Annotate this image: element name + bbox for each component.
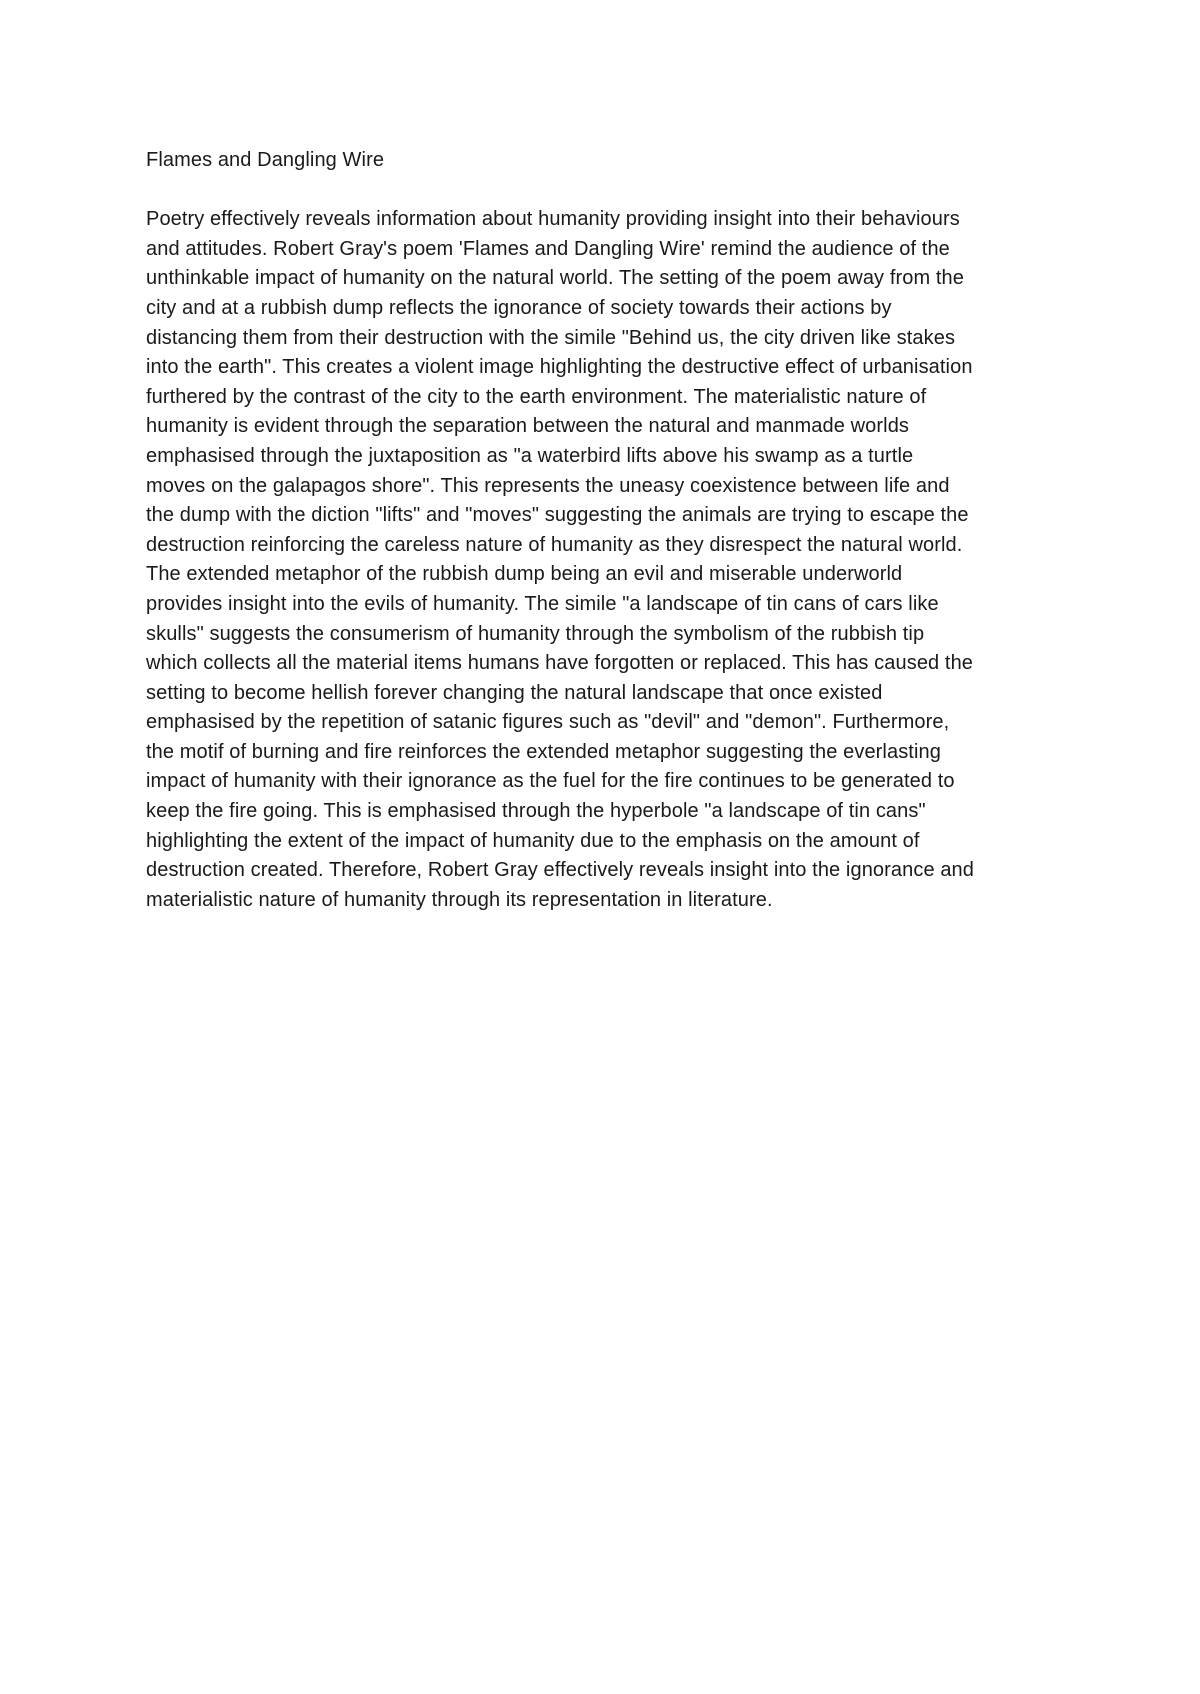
paragraph-line: city and at a rubbish dump reflects the ignorance of society towards their actions by — [146, 296, 892, 319]
paragraph-line: Poetry effectively reveals information about humanity providing insight into their behaviours — [146, 208, 960, 231]
paragraph-line: keep the fire going. This is emphasised through the hyperbole "a landscape of tin cans" — [146, 800, 926, 823]
paragraph-line: setting to become hellish forever changing the natural landscape that once existed — [146, 681, 883, 704]
paragraph-line: furthered by the contrast of the city to the earth environment. The materialistic nature of — [146, 385, 927, 408]
essay-paragraph — [146, 205, 1076, 915]
paragraph-line: destruction created. Therefore, Robert Gray effectively reveals insight into the ignorance and — [146, 859, 975, 882]
paragraph-line: skulls" suggests the consumerism of humanity through the symbolism of the rubbish tip — [146, 622, 925, 645]
paragraph-line: emphasised through the juxtaposition as "a waterbird lifts above his swamp as a turtle — [146, 444, 914, 467]
paragraph-line: into the earth". This creates a violent image highlighting the destructive effect of urbanisation — [146, 356, 973, 379]
paragraph-line: highlighting the extent of the impact of humanity due to the emphasis on the amount of — [146, 829, 920, 852]
document-content — [146, 146, 1076, 915]
paragraph-line: which collects all the material items humans have forgotten or replaced. This has caused the — [146, 652, 974, 675]
paragraph-line: moves on the galapagos shore". This represents the uneasy coexistence between life and — [146, 474, 950, 497]
paragraph-line: impact of humanity with their ignorance as the fuel for the fire continues to be generated to — [146, 770, 955, 793]
paragraph-line: unthinkable impact of humanity on the natural world. The setting of the poem away from the — [146, 267, 964, 290]
document-title: Flames and Dangling Wire — [146, 149, 385, 171]
paragraph-line: emphasised by the repetition of satanic figures such as "devil" and "demon". Furthermore, — [146, 711, 950, 734]
paragraph-line: humanity is evident through the separation between the natural and manmade worlds — [146, 415, 910, 438]
paragraph-line: distancing them from their destruction with the simile "Behind us, the city driven like stakes — [146, 326, 956, 349]
paragraph-line: provides insight into the evils of humanity. The simile "a landscape of tin cans of cars like — [146, 592, 939, 615]
paragraph-line: materialistic nature of humanity through its representation in literature. — [146, 888, 773, 911]
paragraph-line: destruction reinforcing the careless nature of humanity as they disrespect the natural world. — [146, 533, 963, 556]
paragraph-line: the dump with the diction "lifts" and "moves" suggesting the animals are trying to escape the — [146, 504, 969, 527]
paragraph-line: and attitudes. Robert Gray's poem 'Flames and Dangling Wire' remind the audience of the — [146, 237, 950, 260]
paragraph-line: The extended metaphor of the rubbish dump being an evil and miserable underworld — [146, 563, 903, 586]
paragraph-line: the motif of burning and fire reinforces the extended metaphor suggesting the everlasting — [146, 740, 941, 763]
